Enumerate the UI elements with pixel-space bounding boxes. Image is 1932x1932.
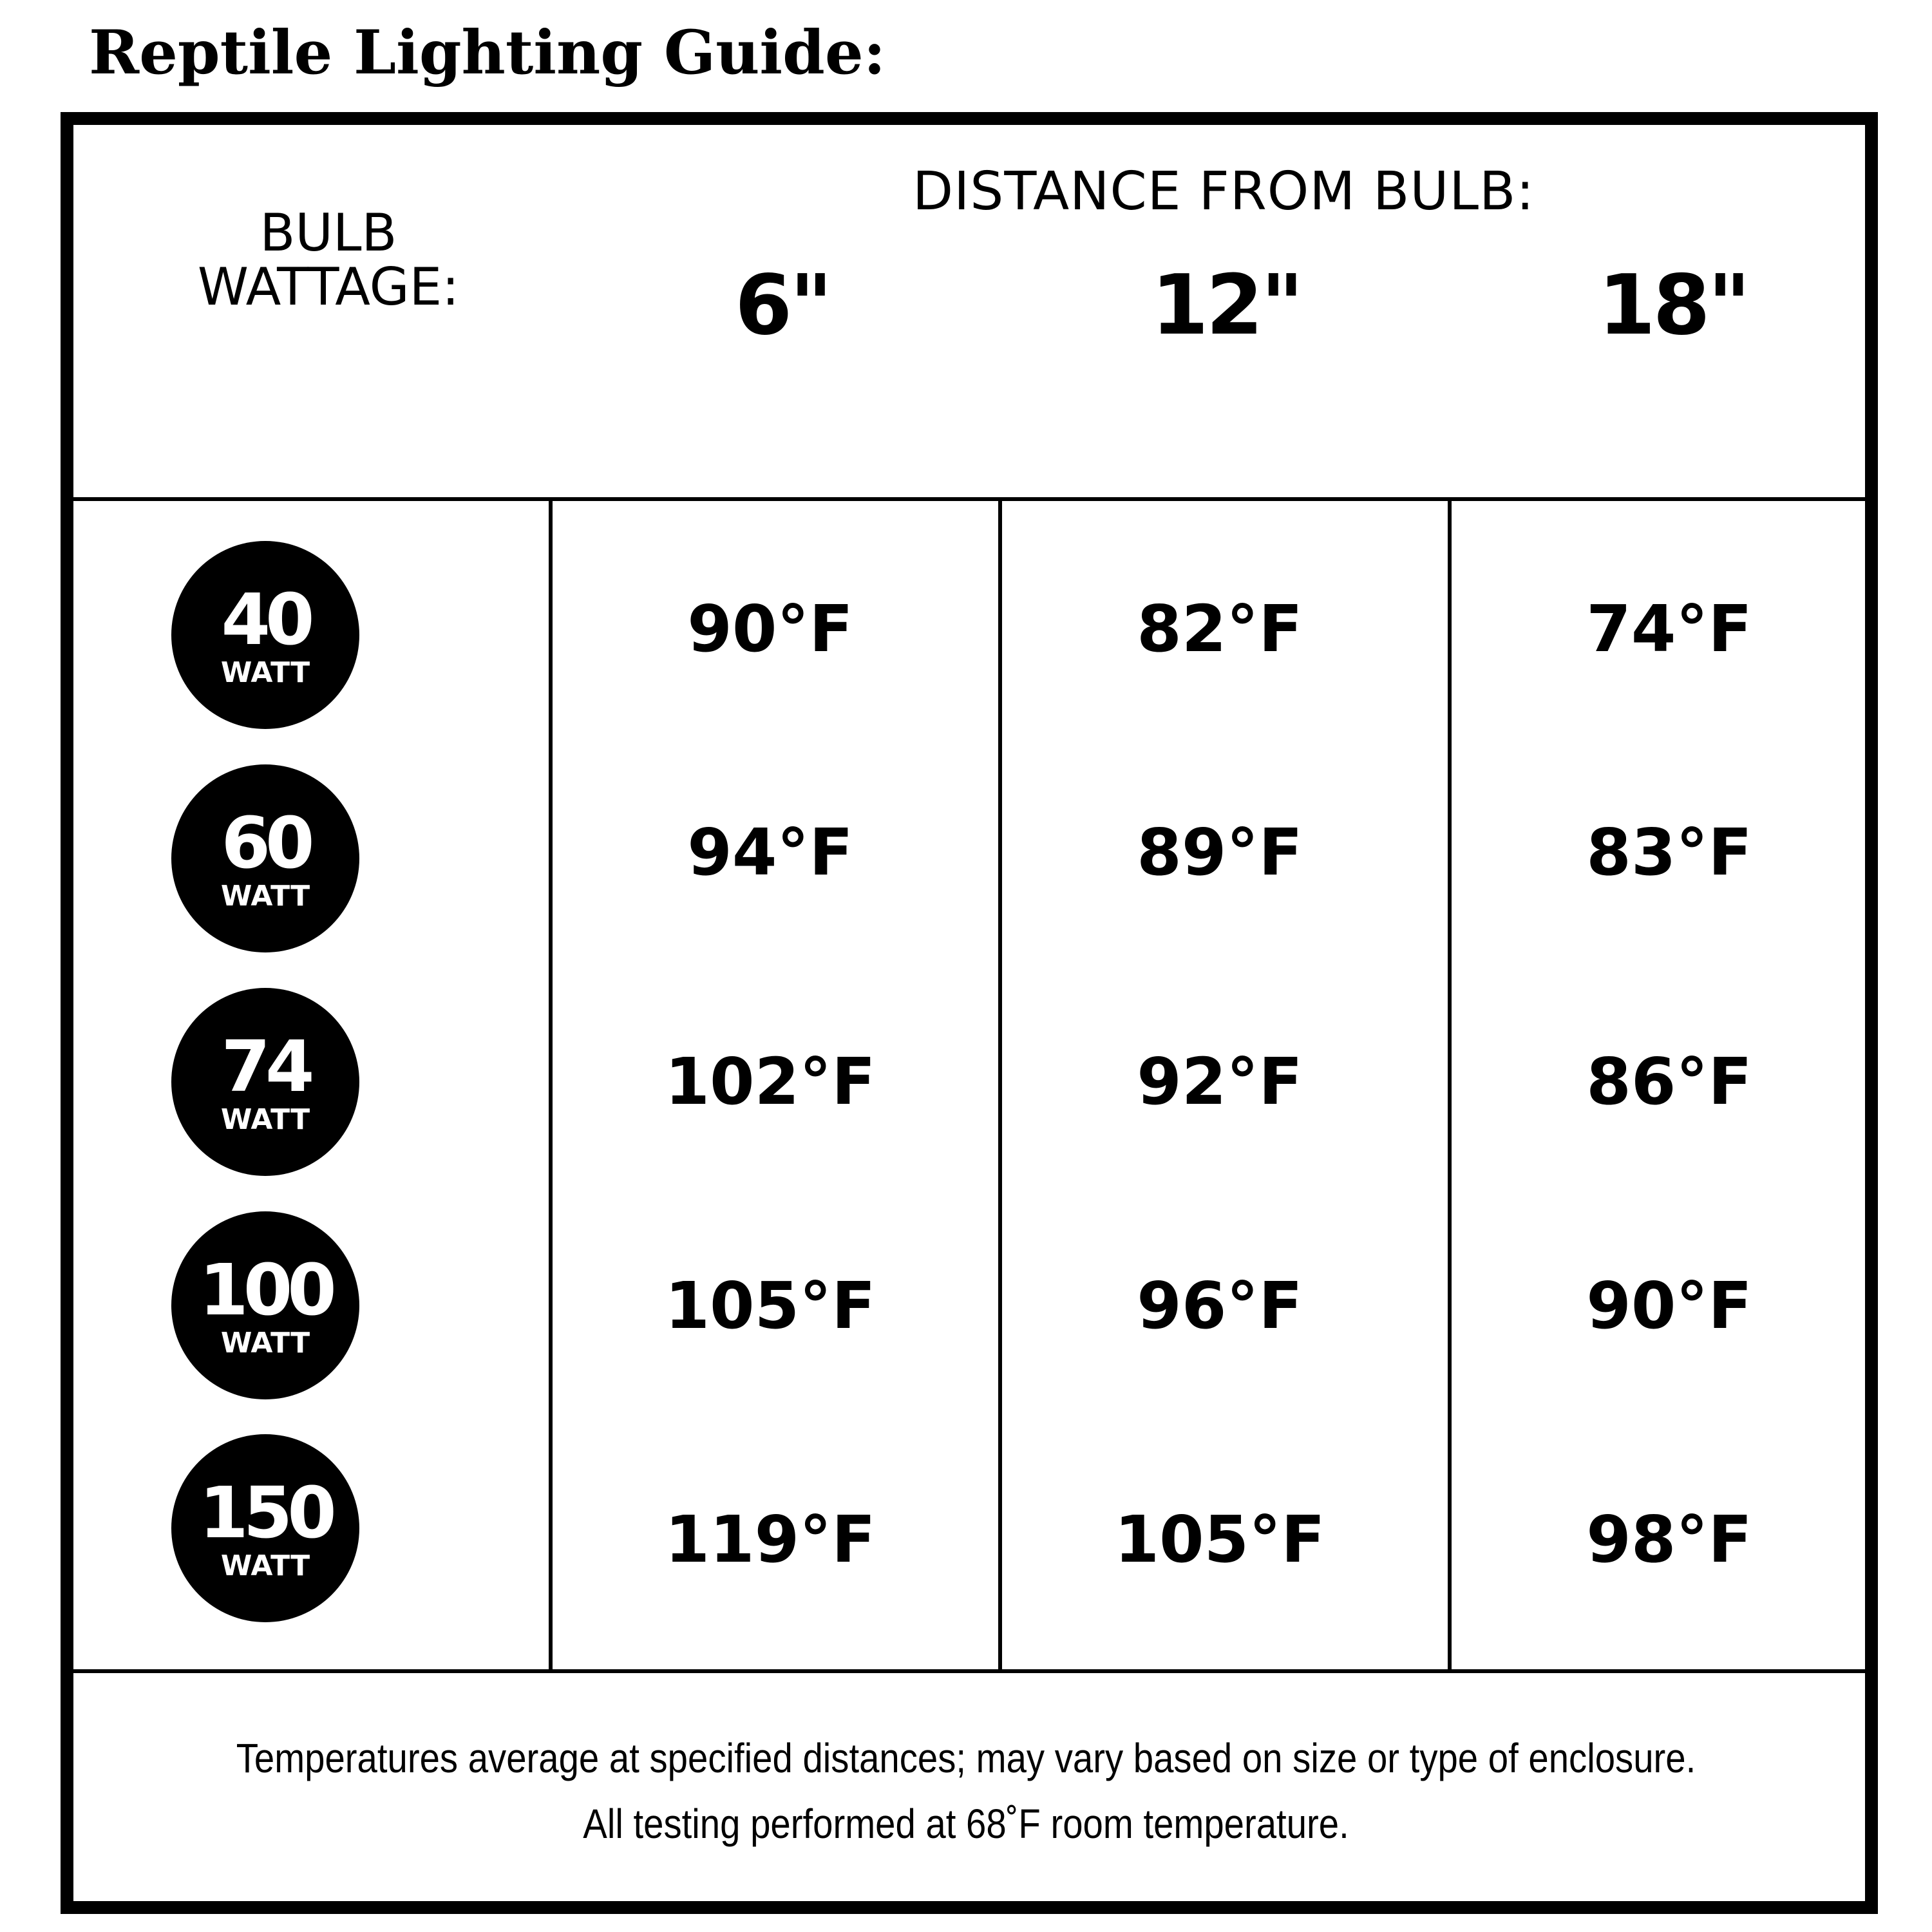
wattage-value: 100	[199, 1249, 332, 1331]
wattage-badge-40	[171, 541, 359, 729]
column-divider-1	[549, 501, 553, 1669]
wattage-value: 60	[221, 802, 310, 884]
distance-6in: 6"	[735, 258, 830, 354]
wattage-unit: WATT	[220, 880, 310, 913]
temp-74w-6in: 102°F	[665, 1044, 876, 1119]
footnote-line2: All testing performed at 68˚F room temperature.	[583, 1801, 1349, 1847]
temp-100w-12in: 96°F	[1137, 1268, 1303, 1343]
wattage-unit: WATT	[220, 1103, 310, 1136]
wattage-unit: WATT	[220, 656, 310, 689]
bulb-wattage-header	[116, 203, 541, 317]
temp-40w-6in: 90°F	[687, 591, 853, 667]
temp-150w-12in: 105°F	[1114, 1502, 1325, 1577]
temp-60w-6in: 94°F	[687, 815, 853, 890]
temp-100w-6in: 105°F	[665, 1268, 876, 1343]
temp-74w-12in: 92°F	[1137, 1044, 1303, 1119]
header-divider	[73, 497, 1865, 501]
distance-from-bulb-header: DISTANCE FROM BULB:	[912, 161, 1535, 222]
footer-divider	[73, 1669, 1865, 1673]
footnote-line1: Temperatures average at specified distances; may vary based on size or type of enclosure.	[236, 1735, 1696, 1781]
wattage-badge-74	[171, 988, 359, 1176]
temp-74w-18in: 86°F	[1586, 1044, 1752, 1119]
wattage-value: 74	[221, 1025, 310, 1108]
column-divider-2	[998, 501, 1002, 1669]
temp-150w-18in: 98°F	[1586, 1502, 1752, 1577]
wattage-badge-60	[171, 764, 359, 952]
temp-40w-18in: 74°F	[1586, 591, 1752, 667]
wattage-header-line2: WATTAGE:	[197, 257, 460, 317]
column-divider-3	[1448, 501, 1452, 1669]
temp-150w-6in: 119°F	[665, 1502, 876, 1577]
wattage-unit: WATT	[220, 1549, 310, 1582]
wattage-header-line1: BULB	[260, 203, 397, 263]
temp-40w-12in: 82°F	[1137, 591, 1303, 667]
wattage-badge-100	[171, 1211, 359, 1399]
wattage-value: 150	[199, 1472, 332, 1554]
wattage-value: 40	[221, 578, 310, 661]
wattage-unit: WATT	[220, 1327, 310, 1359]
distance-18in: 18"	[1598, 258, 1748, 354]
distance-12in: 12"	[1151, 258, 1302, 354]
temp-60w-12in: 89°F	[1137, 815, 1303, 890]
wattage-badge-150	[171, 1434, 359, 1622]
temp-60w-18in: 83°F	[1586, 815, 1752, 890]
page-title: Reptile Lighting Guide:	[89, 17, 886, 88]
temp-100w-18in: 90°F	[1586, 1268, 1752, 1343]
lighting-guide-table	[61, 112, 1878, 1914]
